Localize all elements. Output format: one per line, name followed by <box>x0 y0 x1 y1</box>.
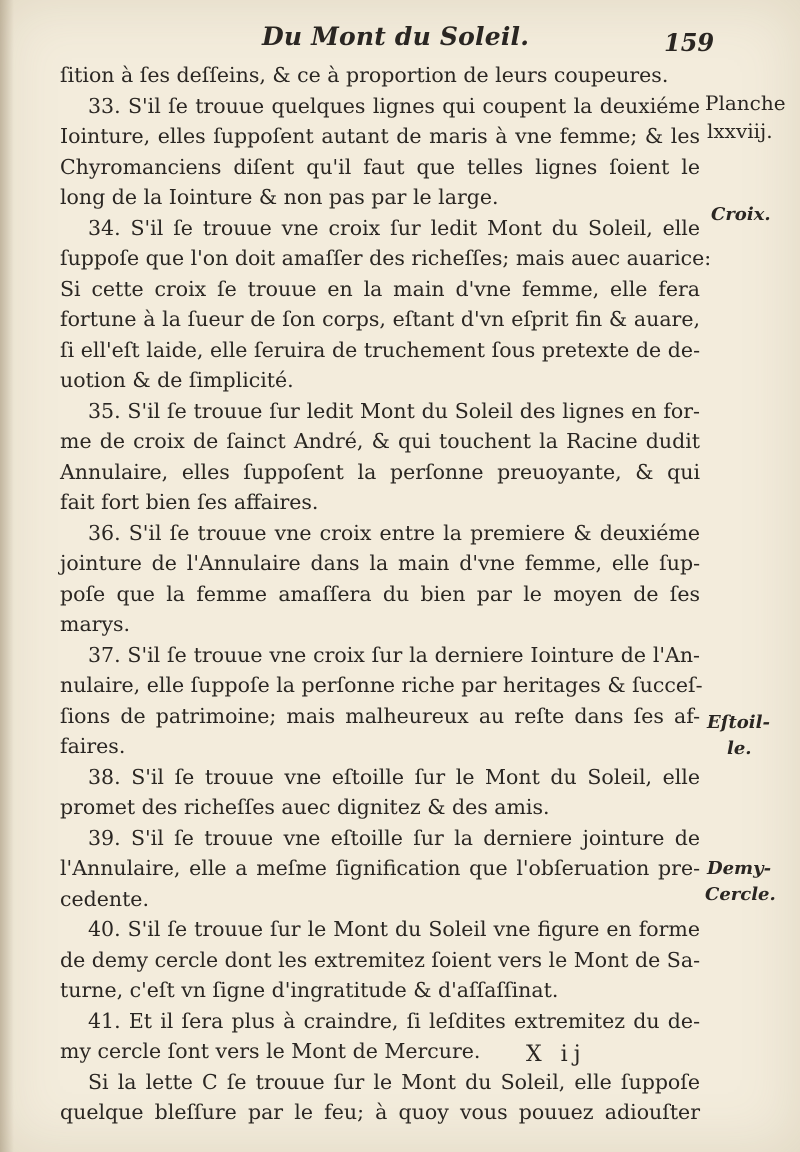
text-line: 37. S'il ſe trouue vne croix ſur la derniere Iointure de l'An- <box>88 642 700 667</box>
margin-note-estoille-2: le. <box>727 738 752 759</box>
page-number: 159 <box>664 28 715 57</box>
body-text <box>60 60 712 1128</box>
margin-note-planche: Planche <box>705 91 786 115</box>
running-head: Du Mont du Soleil. <box>262 22 530 51</box>
text-line: marys. <box>60 612 131 636</box>
text-line: long de la Iointure & non pas par le large. <box>60 185 499 209</box>
text-line: Annulaire, elles ſuppoſent la perſonne preuoyante, & qui <box>60 459 700 484</box>
margin-note-demy-cercle-1: Demy- <box>707 858 772 879</box>
text-line: Si la lette C ſe trouue ſur le Mont du Soleil, elle ſuppoſe <box>88 1069 700 1094</box>
text-line: fortune à la ſueur de ſon corps, eſtant d'vn eſprit fin & auare, <box>60 307 700 331</box>
margin-note-croix: Croix. <box>711 204 771 225</box>
text-line: uotion & de ſimplicité. <box>60 368 294 392</box>
text-line: 36. S'il ſe trouue vne croix entre la premiere & deuxiéme <box>88 520 700 545</box>
text-line: 41. Et il ſera plus à craindre, ſi leſdites extremitez du de- <box>88 1008 700 1033</box>
text-line: me de croix de ſainct André, & qui touchent la Racine dudit <box>60 429 700 453</box>
text-line: 34. S'il ſe trouue vne croix ſur ledit Mont du Soleil, elle <box>88 215 700 240</box>
text-line: my cercle ſont vers le Mont de Mercure. <box>60 1039 481 1063</box>
text-line: ſuppoſe que l'on doit amaſſer des richeſſes; mais auec auarice: <box>60 246 712 270</box>
text-line: 35. S'il ſe trouue ſur ledit Mont du Soleil des lignes en for- <box>88 398 700 423</box>
binding-shadow <box>0 0 14 1152</box>
text-line: ſions de patrimoine; mais malheureux au reſte dans ſes af- <box>60 703 700 728</box>
text-line: poſe que la femme amaſſera du bien par le moyen de ſes <box>60 581 700 606</box>
text-line: 40. S'il ſe trouue ſur le Mont du Soleil vne figure en forme <box>88 917 700 941</box>
text-line: de demy cercle dont les extremitez ſoient vers le Mont de Sa- <box>60 947 700 972</box>
margin-note-plate-number: lxxviij. <box>707 119 773 143</box>
text-line: jointure de l'Annulaire dans la main d'vne femme, elle ſup- <box>60 551 700 575</box>
margin-note-demy-cercle-2: Cercle. <box>705 884 776 905</box>
text-line: turne, c'eſt vn ſigne d'ingratitude & d'aſſaſſinat. <box>60 978 559 1002</box>
text-line: quelque bleſſure par le feu; à quoy vous pouuez adiouſter <box>60 1100 700 1124</box>
text-line: Si cette croix ſe trouue en la main d'vne femme, elle fera <box>60 276 700 301</box>
text-line: Iointure, elles ſuppoſent autant de maris à vne femme; & les <box>60 124 700 148</box>
text-line: l'Annulaire, elle a meſme ſignification que l'obſeruation pre- <box>60 856 700 880</box>
text-line: ſition à ſes deſſeins, & ce à proportion de leurs coupeures. <box>60 63 669 87</box>
text-line: cedente. <box>60 886 149 911</box>
text-line: 39. S'il ſe trouue vne eſtoille ſur la derniere jointure de <box>88 825 700 850</box>
margin-note-estoille-1: Eſtoil- <box>707 712 770 733</box>
page-header <box>0 20 800 60</box>
text-line: ſi ell'eſt laide, elle ſeruira de truchement ſous pretexte de de- <box>60 337 700 362</box>
text-line: Chyromanciens diſent qu'il faut que telles lignes ſoient le <box>60 154 700 179</box>
text-line: promet des richeſſes auec dignitez & des amis. <box>60 795 550 819</box>
text-line: fait fort bien ſes affaires. <box>60 490 319 514</box>
text-line: 38. S'il ſe trouue vne eſtoille ſur le Mont du Soleil, elle <box>88 764 700 789</box>
text-line: nulaire, elle ſuppoſe la perſonne riche par heritages & ſucceſ- <box>60 673 703 697</box>
text-line: 33. S'il ſe trouue quelques lignes qui coupent la deuxiéme <box>88 93 700 118</box>
signature-mark: X ij <box>526 1042 587 1067</box>
text-line: faires. <box>60 734 126 758</box>
